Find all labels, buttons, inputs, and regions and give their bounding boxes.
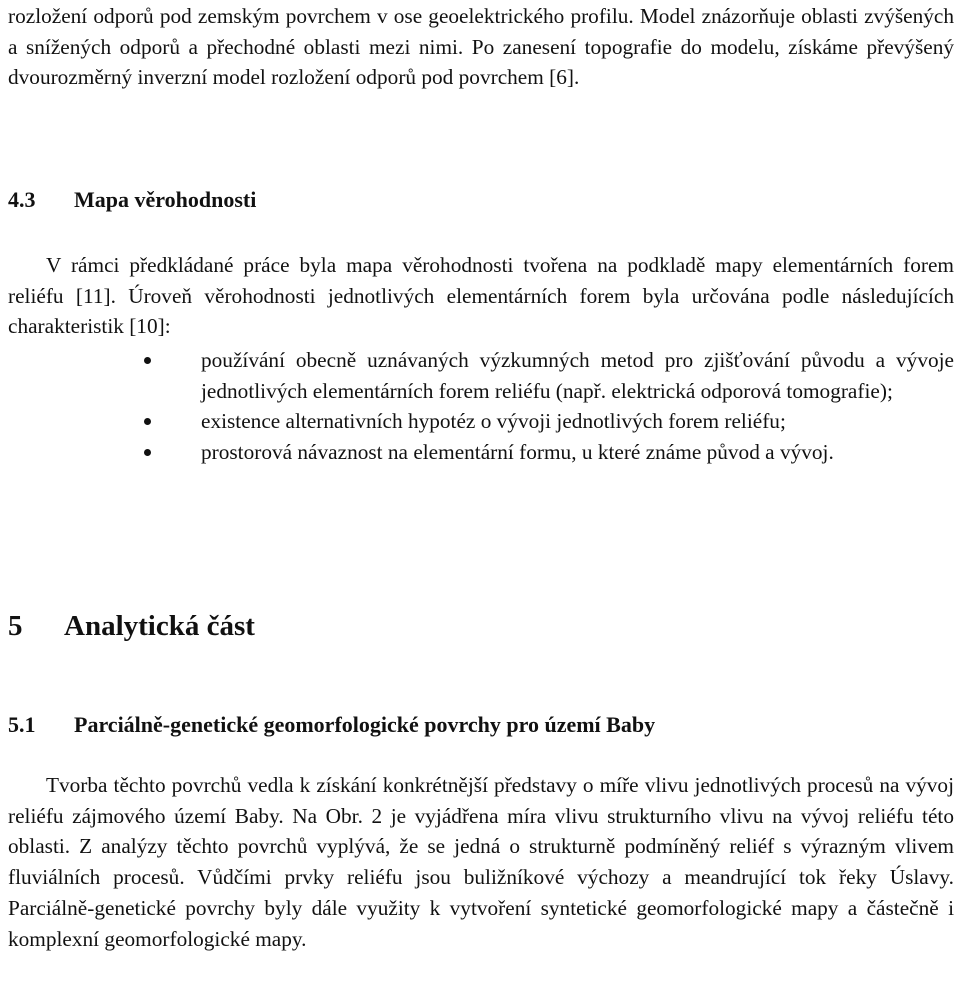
list-item-text: používání obecně uznávaných výzkumných metod pro zjišťování původu a vývoje jednotlivých elementárních forem reliéfu (např. elektrická odporová tomografie); [201,348,954,403]
section-4-3-heading [8,187,256,213]
section-4-3-paragraph: V rámci předkládané práce byla mapa věrohodnosti tvořena na podkladě mapy elementárních forem reliéfu [11]. Úroveň věrohodnosti jednotlivých elementárních forem byla určována podle následujících charakteristik [10]: [8,253,954,339]
section-5-title: Analytická část [64,610,255,642]
section-5-heading [8,610,255,643]
intro-paragraph: rozložení odporů pod zemským povrchem v ose geoelektrického profilu. Model znázorňuje oblasti zvýšených a snížených odporů a přechodné oblasti mezi nimi. Po zanesení topografie do modelu, získáme převýšený dvourozměrný inverzní model rozložení odporů pod povrchem [6]. [8,4,954,90]
list-item [8,437,954,468]
list-item [8,345,954,406]
section-5-1-heading [8,712,655,738]
list-item [8,406,954,437]
characteristics-list [8,345,954,468]
section-5-number: 5 [8,610,23,642]
bullet-icon [144,357,151,364]
section-5-1-paragraph: Tvorba těchto povrchů vedla k získání konkrétnější představy o míře vlivu jednotlivých procesů na vývoj reliéfu zájmového území Baby. Na Obr. 2 je vyjádřena míra vlivu strukturního vlivu na vývoj reliéfu této oblasti. Z analýzy těchto povrchů vyplývá, že se jedná o strukturně podmíněný reliéf s výrazným vlivem fluviálních procesů. Vůdčími prvky reliéfu jsou buližníkové výchozy a meandrující tok řeky Úslavy. Parciálně-genetické povrchy byly dále využity k vytvoření syntetické geomorfologické mapy a částečně i komplexní geomorfologické mapy. [8,773,954,951]
bullet-icon [144,449,151,456]
list-item-text: existence alternativních hypotéz o vývoji jednotlivých forem reliéfu; [201,409,786,434]
section-4-3-number: 4.3 [8,187,36,212]
section-5-1-number: 5.1 [8,712,36,737]
section-5-1-title: Parciálně-genetické geomorfologické povrchy pro území Baby [74,712,656,737]
list-item-text: prostorová návaznost na elementární formu, u které známe původ a vývoj. [201,440,834,465]
section-4-3-title: Mapa věrohodnosti [74,187,257,212]
bullet-icon [144,418,151,425]
